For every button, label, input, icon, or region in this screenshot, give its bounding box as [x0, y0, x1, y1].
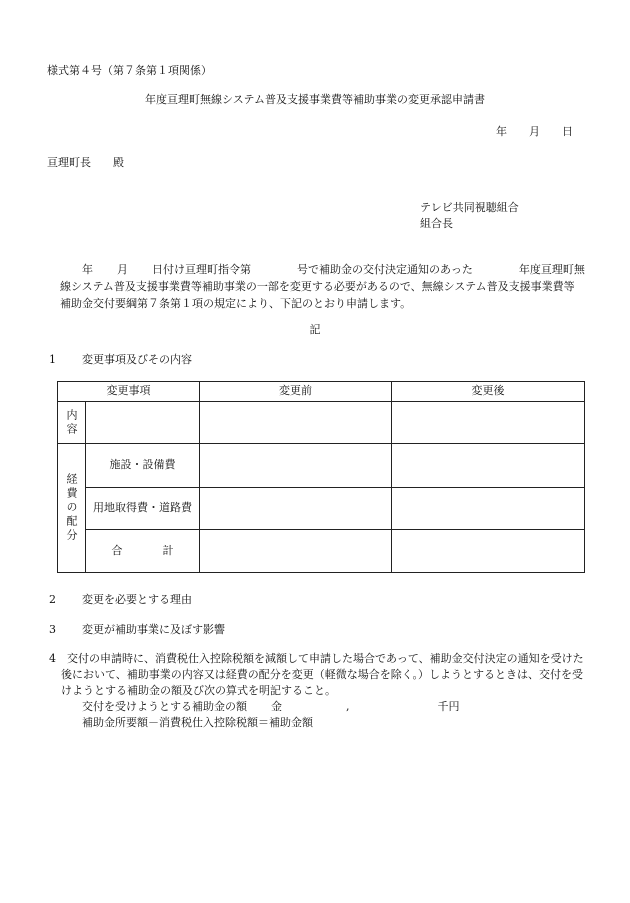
date-year: 年 — [496, 125, 507, 138]
land-after-cell — [392, 488, 585, 530]
ki-heading: 記 — [309, 323, 321, 336]
section-2-number: 2 — [49, 593, 56, 606]
facility-before-cell — [200, 444, 392, 488]
content-item-cell — [86, 402, 200, 444]
date-month: 月 — [529, 125, 540, 138]
application-body — [60, 261, 585, 312]
form-number: 様式第４号（第７条第１項関係） — [47, 64, 212, 77]
header-after: 変更後 — [392, 382, 585, 402]
content-before-cell — [200, 402, 392, 444]
note-amount-unit: 千円 — [437, 700, 460, 713]
body-month: 月 — [117, 263, 128, 276]
section-1-number: 1 — [49, 353, 56, 366]
total-after-cell — [392, 530, 585, 573]
section-2-text: 変更を必要とする理由 — [82, 593, 192, 606]
section-3 — [49, 622, 225, 639]
expense-label-cell — [58, 444, 86, 573]
total-label — [86, 530, 200, 573]
table-row-content — [58, 402, 585, 444]
note-lead: 4 交付の申請時に、消費税仕入控除税額を減額して申請した場合であって、補助金交付決定の通知を受けた後において、補助事業の内容又は経費の配分を変更（軽微な場合を除く。）しようとするときは、交付を受けようとする補助金の額及び次の算式を明記すること。 — [49, 652, 584, 697]
document-title: 年度亘理町無線システム普及支援事業費等補助事業の変更承認申請書 — [145, 93, 485, 106]
applicant-block — [420, 200, 519, 232]
facility-label: 施設・設備費 — [86, 444, 200, 488]
section-2 — [49, 592, 192, 609]
land-label: 用地取得費・道路費 — [86, 488, 200, 530]
date-day: 日 — [562, 125, 573, 138]
section-3-number: 3 — [49, 623, 56, 636]
total-before-cell — [200, 530, 392, 573]
body-notice: 号で補助金の交付決定通知のあった — [297, 263, 473, 276]
body-rest: 年度亘理町無線システム普及支援事業費等補助事業の一部を変更する必要があるので、無線システム普及支援事業費等補助金交付要綱第７条第１項の規定により、下記のとおり申請します。 — [60, 263, 585, 310]
land-before-cell — [200, 488, 392, 530]
facility-after-cell — [392, 444, 585, 488]
section-4-note — [49, 651, 589, 731]
body-directive: 日付け亘理町指令第 — [152, 263, 251, 276]
applicant-role: 組合長 — [420, 217, 453, 230]
content-label: 内容 — [65, 408, 78, 437]
total-label-a: 合 — [111, 543, 123, 557]
note-amount-label: 交付を受けようとする補助金の額 — [82, 700, 247, 713]
expense-label: 経費の配分 — [65, 473, 78, 543]
section-1 — [49, 352, 192, 369]
total-label-b: 計 — [162, 543, 174, 557]
table-row-total — [58, 530, 585, 573]
table-row-facility — [58, 444, 585, 488]
header-before: 変更前 — [200, 382, 392, 402]
note-amount-kin: 金 — [271, 700, 282, 713]
change-table — [57, 381, 585, 573]
section-3-text: 変更が補助事業に及ぼす影響 — [82, 623, 225, 636]
note-formula: 補助金所要額－消費税仕入控除税額＝補助金額 — [82, 716, 313, 729]
addressee — [47, 155, 124, 172]
content-label-cell — [58, 402, 86, 444]
header-item: 変更事項 — [58, 382, 200, 402]
body-year: 年 — [82, 263, 93, 276]
content-after-cell — [392, 402, 585, 444]
note-amount-comma: , — [346, 700, 350, 713]
addressee-name: 亘理町長 — [47, 156, 91, 169]
addressee-honorific: 殿 — [113, 156, 124, 169]
note-amount-line — [49, 699, 589, 715]
date-line — [496, 124, 573, 141]
section-1-text: 変更事項及びその内容 — [82, 353, 192, 366]
table-header-row — [58, 382, 585, 402]
table-row-land — [58, 488, 585, 530]
applicant-organization: テレビ共同視聴組合 — [420, 201, 519, 214]
